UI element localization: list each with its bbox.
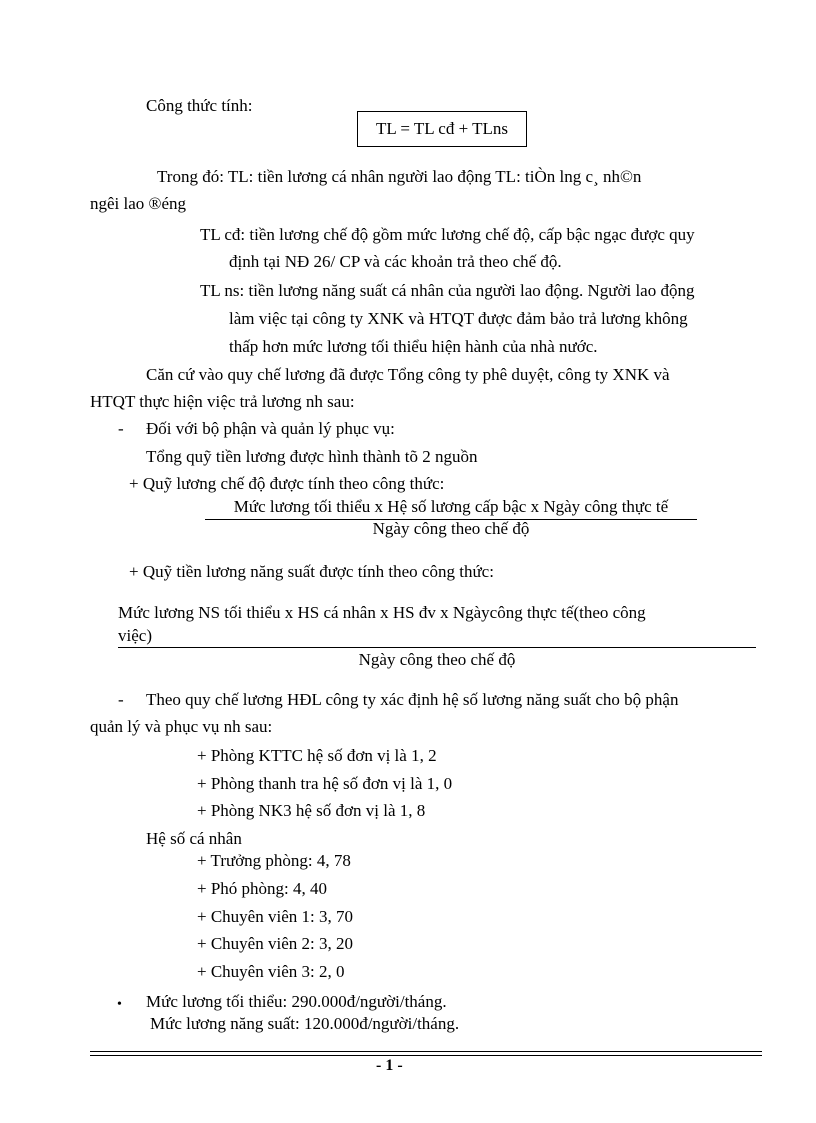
tlcd-line-2: định tại NĐ 26/ CP và các khoản trả theo chế độ.	[229, 252, 562, 271]
min-wage: Mức lương tối thiểu: 290.000đ/người/tháng.	[146, 992, 447, 1011]
tlns-line-1: TL ns: tiền lương năng suất cá nhân của người lao động. Người lao động	[200, 281, 695, 300]
basis-line-1: Căn cứ vào quy chế lương đã được Tổng công ty phê duyệt, công ty XNK và	[146, 365, 670, 384]
fraction-rule	[118, 647, 756, 648]
fund-ns-label: + Quỹ tiền lương năng suất được tính theo công thức:	[129, 562, 494, 581]
unit-coefficient-2: + Phòng thanh tra hệ số đơn vị là 1, 0	[197, 774, 453, 793]
personal-coefficient-5: + Chuyên viên 3: 2, 0	[197, 962, 345, 981]
dash-marker-2: -	[118, 690, 124, 709]
unit-coefficient-3: + Phòng NK3 hệ số đơn vị là 1, 8	[197, 801, 426, 820]
where-line-2: ngêi lao ®éng	[90, 194, 186, 213]
fund-cd-denominator: Ngày công theo chế độ	[372, 519, 530, 538]
productivity-wage: Mức lương năng suất: 120.000đ/người/tháng.	[150, 1014, 460, 1033]
personal-coefficient-4: + Chuyên viên 2: 3, 20	[197, 934, 353, 953]
fund-ns-denominator: Ngày công theo chế độ	[358, 650, 516, 669]
personal-coefficient-3: + Chuyên viên 1: 3, 70	[197, 907, 353, 926]
unit-coefficient-1: + Phòng KTTC hệ số đơn vị là 1, 2	[197, 746, 437, 765]
hdl-line-1: Theo quy chế lương HĐL công ty xác định hệ số lương năng suất cho bộ phận	[146, 690, 679, 709]
fund-cd-label: + Quỹ lương chế độ được tính theo công thức:	[129, 474, 445, 493]
where-line-1	[157, 167, 757, 187]
page-number: - 1 -	[376, 1057, 403, 1074]
footer-rule-bottom	[90, 1055, 762, 1056]
personal-coefficient-1: + Trưởng phòng: 4, 78	[197, 851, 351, 870]
fund-ns-numerator-line-2: việc)	[118, 626, 152, 645]
footer-rule-top	[90, 1051, 762, 1052]
formula-text: TL = TL cđ + TLns	[375, 119, 508, 138]
personal-heading: Hệ số cá nhân	[146, 829, 242, 848]
bullet-icon: •	[117, 997, 122, 1012]
fund-cd-numerator: Mức lương tối thiểu x Hệ số lương cấp bậc x Ngày công thực tế	[205, 497, 697, 520]
fund-ns-numerator-line-1: Mức lương NS tối thiểu x HS cá nhân x HS đv x Ngàycông thực tế(theo công	[118, 603, 646, 622]
hdl-line-2: quản lý và phục vụ nh sau:	[90, 717, 273, 736]
tlns-line-2: làm việc tại công ty XNK và HTQT được đảm bảo trả lương không	[229, 309, 688, 328]
fund-sources: Tổng quỹ tiền lương được hình thành tõ 2 nguồn	[146, 447, 478, 466]
dash-marker-1: -	[118, 419, 124, 438]
formula-box	[357, 111, 527, 147]
tlns-line-3: thấp hơn mức lương tối thiểu hiện hành của nhà nước.	[229, 337, 598, 356]
dept-heading: Đối với bộ phận và quản lý phục vụ:	[146, 419, 395, 438]
basis-line-2: HTQT thực hiện việc trả lương nh sau:	[90, 392, 355, 411]
where-text-1: Trong đó: TL: tiền lương cá nhân người lao động TL: tiÒn lng c¸ nh©n	[157, 167, 642, 186]
formula-intro: Công thức tính:	[146, 96, 253, 115]
tlcd-line-1: TL cđ: tiền lương chế độ gồm mức lương chế độ, cấp bậc ngạc được quy	[200, 225, 695, 244]
personal-coefficient-2: + Phó phòng: 4, 40	[197, 879, 328, 898]
